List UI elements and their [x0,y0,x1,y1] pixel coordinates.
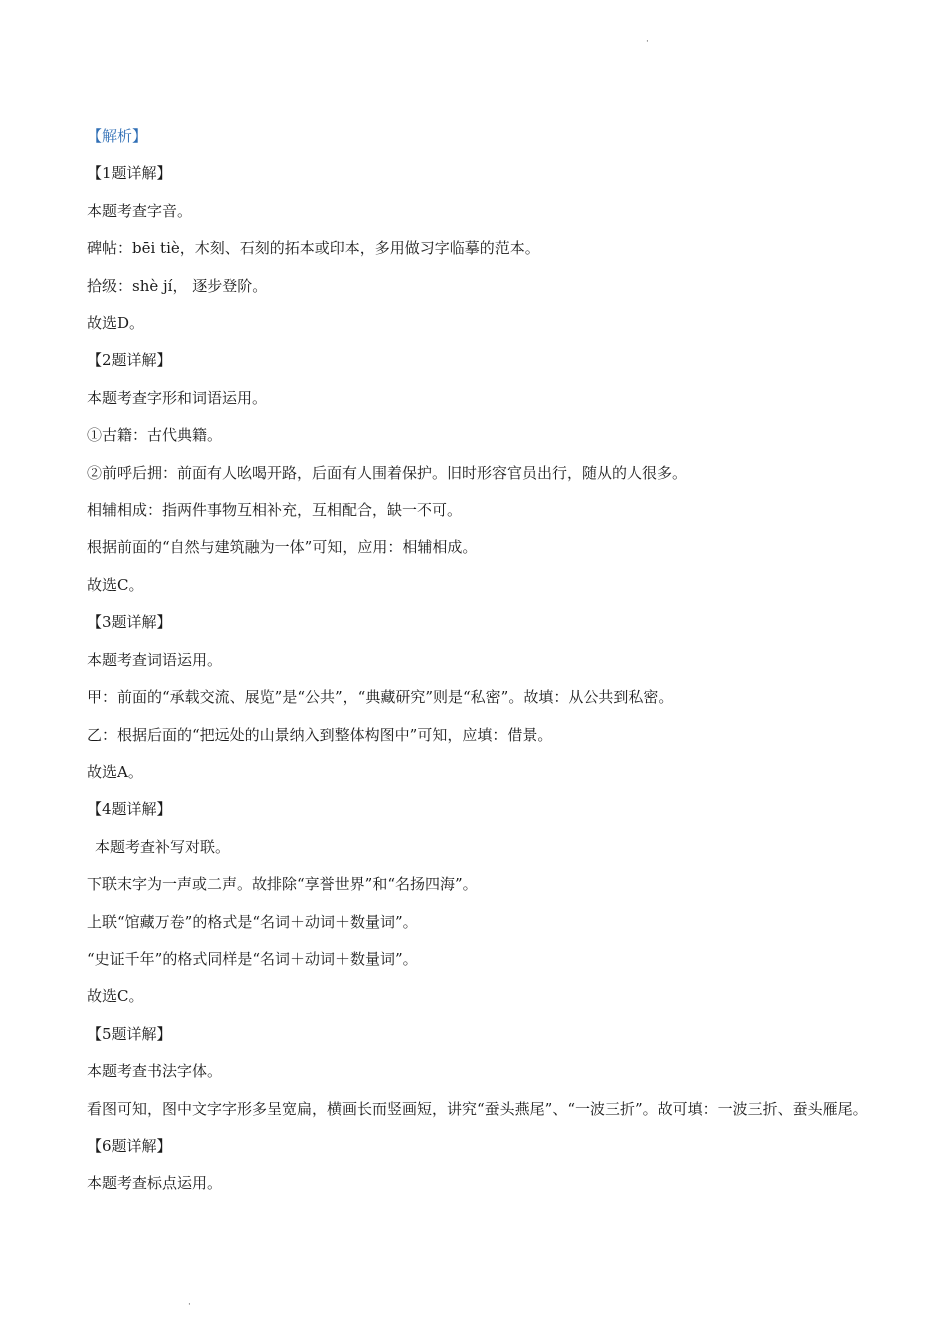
q5-line-topic: 本题考查书法字体。 [87,1062,223,1081]
q3-heading: 【3题详解】 [87,613,172,632]
q2-line-topic: 本题考查字形和词语运用。 [87,388,268,407]
q2-line-guji: ①古籍：古代典籍。 [87,426,223,445]
q1-heading: 【1题详解】 [87,164,172,183]
q4-line-tone: 下联末字为一声或二声。故排除“享誉世界”和“名扬四海”。 [87,875,478,894]
q3-line-jia: 甲：前面的“承载交流、展览”是“公共”，“典藏研究”则是“私密”。故填：从公共到私密。 [87,688,674,707]
q2-line-qianhuhouyong: ②前呼后拥：前面有人吆喝开路，后面有人围着保护。旧时形容官员出行，随从的人很多。 [87,463,688,482]
top-mark: · [646,37,649,47]
q4-line-lower: “史证千年”的格式同样是“名词＋动词＋数量词”。 [87,949,418,968]
q2-heading: 【2题详解】 [87,351,172,370]
bottom-mark: · [188,1300,191,1310]
q4-line-topic: 本题考查补写对联。 [95,837,231,856]
q4-heading: 【4题详解】 [87,800,172,819]
q1-line-answer: 故选D。 [87,314,145,333]
q3-line-yi: 乙：根据后面的“把远处的山景纳入到整体构图中”可知，应填：借景。 [87,725,553,744]
q3-line-topic: 本题考查词语运用。 [87,650,223,669]
q2-line-reasoning: 根据前面的“自然与建筑融为一体”可知，应用：相辅相成。 [87,538,478,557]
q2-line-xiangfuxiangcheng: 相辅相成：指两件事物互相补充，互相配合，缺一不可。 [87,501,463,520]
q1-line-beitie: 碑帖：bēi tiè，木刻、石刻的拓本或印本，多用做习字临摹的范本。 [87,239,540,258]
q6-line-topic: 本题考查标点运用。 [87,1174,223,1193]
q3-line-answer: 故选A。 [87,762,143,781]
q6-heading: 【6题详解】 [87,1136,172,1155]
q5-heading: 【5题详解】 [87,1024,172,1043]
q1-line-sheji: 拾级：shè jí， 逐步登阶。 [87,276,268,295]
q5-line-analysis: 看图可知，图中文字字形多呈宽扁，横画长而竖画短，讲究“蚕头燕尾”、“一波三折”。故可填：一波三折、蚕头雁尾。 [87,1099,868,1118]
q1-line-topic: 本题考查字音。 [87,201,193,220]
q4-line-upper: 上联“馆藏万卷”的格式是“名词＋动词＋数量词”。 [87,912,418,931]
analysis-label: 【解析】 [87,127,148,145]
analysis-document [87,118,877,1203]
q2-line-answer: 故选C。 [87,575,144,594]
q4-line-answer: 故选C。 [87,987,144,1006]
